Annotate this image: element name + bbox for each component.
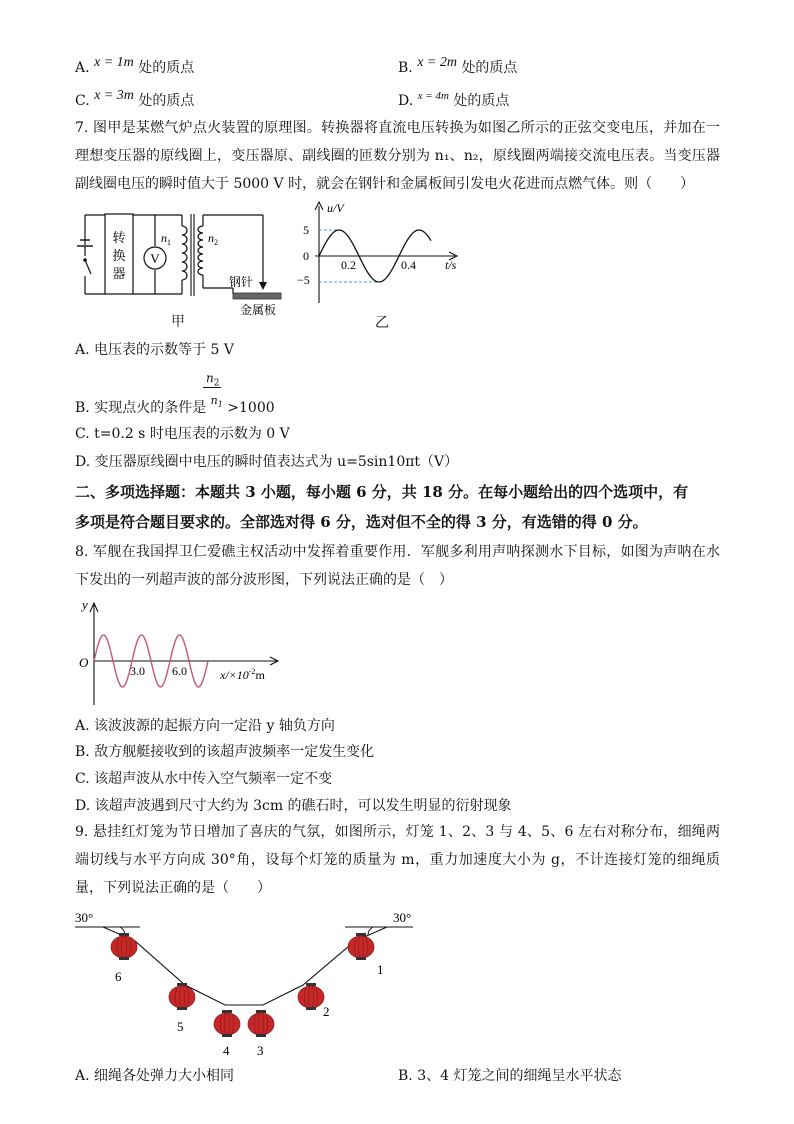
yi-tick-m5: −5	[297, 273, 310, 287]
section2-line1: 二、多项选择题：本题共 3 小题，每小题 6 分，共 18 分。在每小题给出的四个选项中，有	[75, 483, 689, 501]
yi-tick-04: 0.4	[401, 258, 416, 272]
angle-right: 30°	[393, 910, 412, 925]
q8-ylabel: y	[82, 597, 88, 612]
plate-label: 金属板	[240, 303, 277, 317]
needle-label: 钢针	[229, 275, 254, 289]
section2-line2: 多项是符合题目要求的。全部选对得 6 分，选对但不全的得 3 分，有选错的得 0 分。	[75, 513, 648, 531]
yi-tick-5: 5	[303, 223, 309, 237]
fraction-bar	[203, 387, 221, 388]
lantern-1-icon	[348, 933, 374, 960]
q8-xlabel: $x/\times 10^{-2}m$	[220, 667, 265, 682]
lantern-label-5: 5	[177, 1019, 184, 1034]
q7-option-a: A. 电压表的示数等于 5 V	[75, 342, 234, 358]
rope	[103, 927, 387, 1005]
q8-figure-wave	[72, 595, 292, 710]
lantern-label-2: 2	[323, 1004, 330, 1019]
converter-char-3: 器	[112, 266, 126, 281]
q7-option-d: D. 变压器原线圈中电压的瞬时值表达式为 u=5sin10πt（V）	[75, 454, 459, 470]
lantern-label-3: 3	[257, 1043, 264, 1058]
q9-option-a: A. 细绳各处弹力大小相同	[75, 1068, 235, 1084]
q8-option-a: A. 该波波源的起振方向一定沿 y 轴负方向	[75, 718, 335, 734]
q7-option-b-denominator: n1	[210, 394, 223, 410]
n1-label: $n_1$	[161, 231, 171, 247]
fig-jia-caption: 甲	[171, 314, 185, 330]
q7-option-b-numerator: $n_2$	[206, 371, 220, 389]
converter-char-2: 换	[112, 248, 126, 263]
lantern-label-4: 4	[223, 1043, 230, 1058]
yi-tick-0: 0	[303, 249, 309, 263]
prev-option-d: D. $^{x = 4m}$ 处的质点	[398, 90, 510, 109]
q8-option-d: D. 该超声波遇到尺寸大约为 3cm 的礁石时，可以发生明显的衍射现象	[75, 798, 512, 814]
lantern-label-1: 1	[377, 962, 384, 977]
lantern-label-6: 6	[115, 969, 122, 984]
lantern-4-icon	[214, 1010, 240, 1037]
q8-option-b: B. 敌方舰艇接收到的该超声波频率一定发生变化	[75, 744, 375, 760]
yi-ylabel: u/V	[327, 201, 344, 215]
q8-stem: 8. 军舰在我国捍卫仁爱礁主权活动中发挥着重要作用．军舰多利用声呐探测水下目标，如图为声呐在水下发出的一列超声波的部分波形图，下列说法正确的是（ ）	[75, 544, 720, 588]
lantern-5-icon	[169, 983, 195, 1010]
primary-coil	[182, 226, 187, 280]
q7-stem: 7. 图甲是某燃气炉点火装置的原理图。转换器将直流电压转换为如图乙所示的正弦交变电压，并加在一理想变压器的原线圈上，变压器原、副线圈的匝数分别为 n₁、n₂，原线圈两端接交流电压表。当变压器副线圈电压的瞬时值大于 5000 V 时，就会在钢针和金属板间引发电火花进而点燃气体。则（ ）	[75, 120, 720, 192]
q7-option-b: B. 实现点火的条件是 $^{n_1}$ >1000	[75, 394, 275, 416]
metal-plate	[233, 293, 281, 299]
yi-tick-02: 0.2	[341, 258, 356, 272]
fig-yi-caption: 乙	[375, 315, 389, 331]
q7-option-c: C. t=0.2 s 时电压表的示数为 0 V	[75, 426, 290, 442]
prev-option-c: C. x = 3m 处的质点	[75, 88, 195, 109]
q9-stem: 9. 悬挂红灯笼为节日增加了喜庆的气氛，如图所示，灯笼 1、2、3 与 4、5、6 左右对称分布，细绳两端切线与水平方向成 30°角，设每个灯笼的质量为 m，重力加速度大小为 g，不计连接灯笼的细绳质量，下列说法正确的是（ ）	[75, 824, 720, 896]
q7-figure-yi	[295, 198, 475, 308]
q8-tick-3: 3.0	[130, 664, 145, 678]
n2-label: $n_2$	[208, 231, 218, 247]
angle-left: 30°	[75, 910, 94, 925]
lantern-6-icon	[111, 933, 137, 960]
lantern-2-icon	[298, 983, 324, 1010]
converter-char-1: 转	[112, 230, 126, 245]
needle-icon	[259, 282, 267, 290]
q8-origin: O	[79, 655, 89, 670]
voltmeter-label: V	[150, 251, 160, 266]
prev-option-a: A. x = 1m 处的质点	[75, 55, 195, 76]
q8-tick-6: 6.0	[172, 664, 187, 678]
q8-option-c: C. 该超声波从水中传入空气频率一定不变	[75, 771, 333, 787]
lantern-3-icon	[248, 1010, 274, 1037]
q9-option-b: B. 3、4 灯笼之间的细绳呈水平状态	[398, 1068, 622, 1084]
secondary-coil	[198, 226, 203, 275]
yi-xlabel: t/s	[445, 258, 457, 272]
q9-figure-lanterns	[75, 905, 415, 1060]
prev-option-b: B. x = 2m 处的质点	[398, 55, 518, 76]
